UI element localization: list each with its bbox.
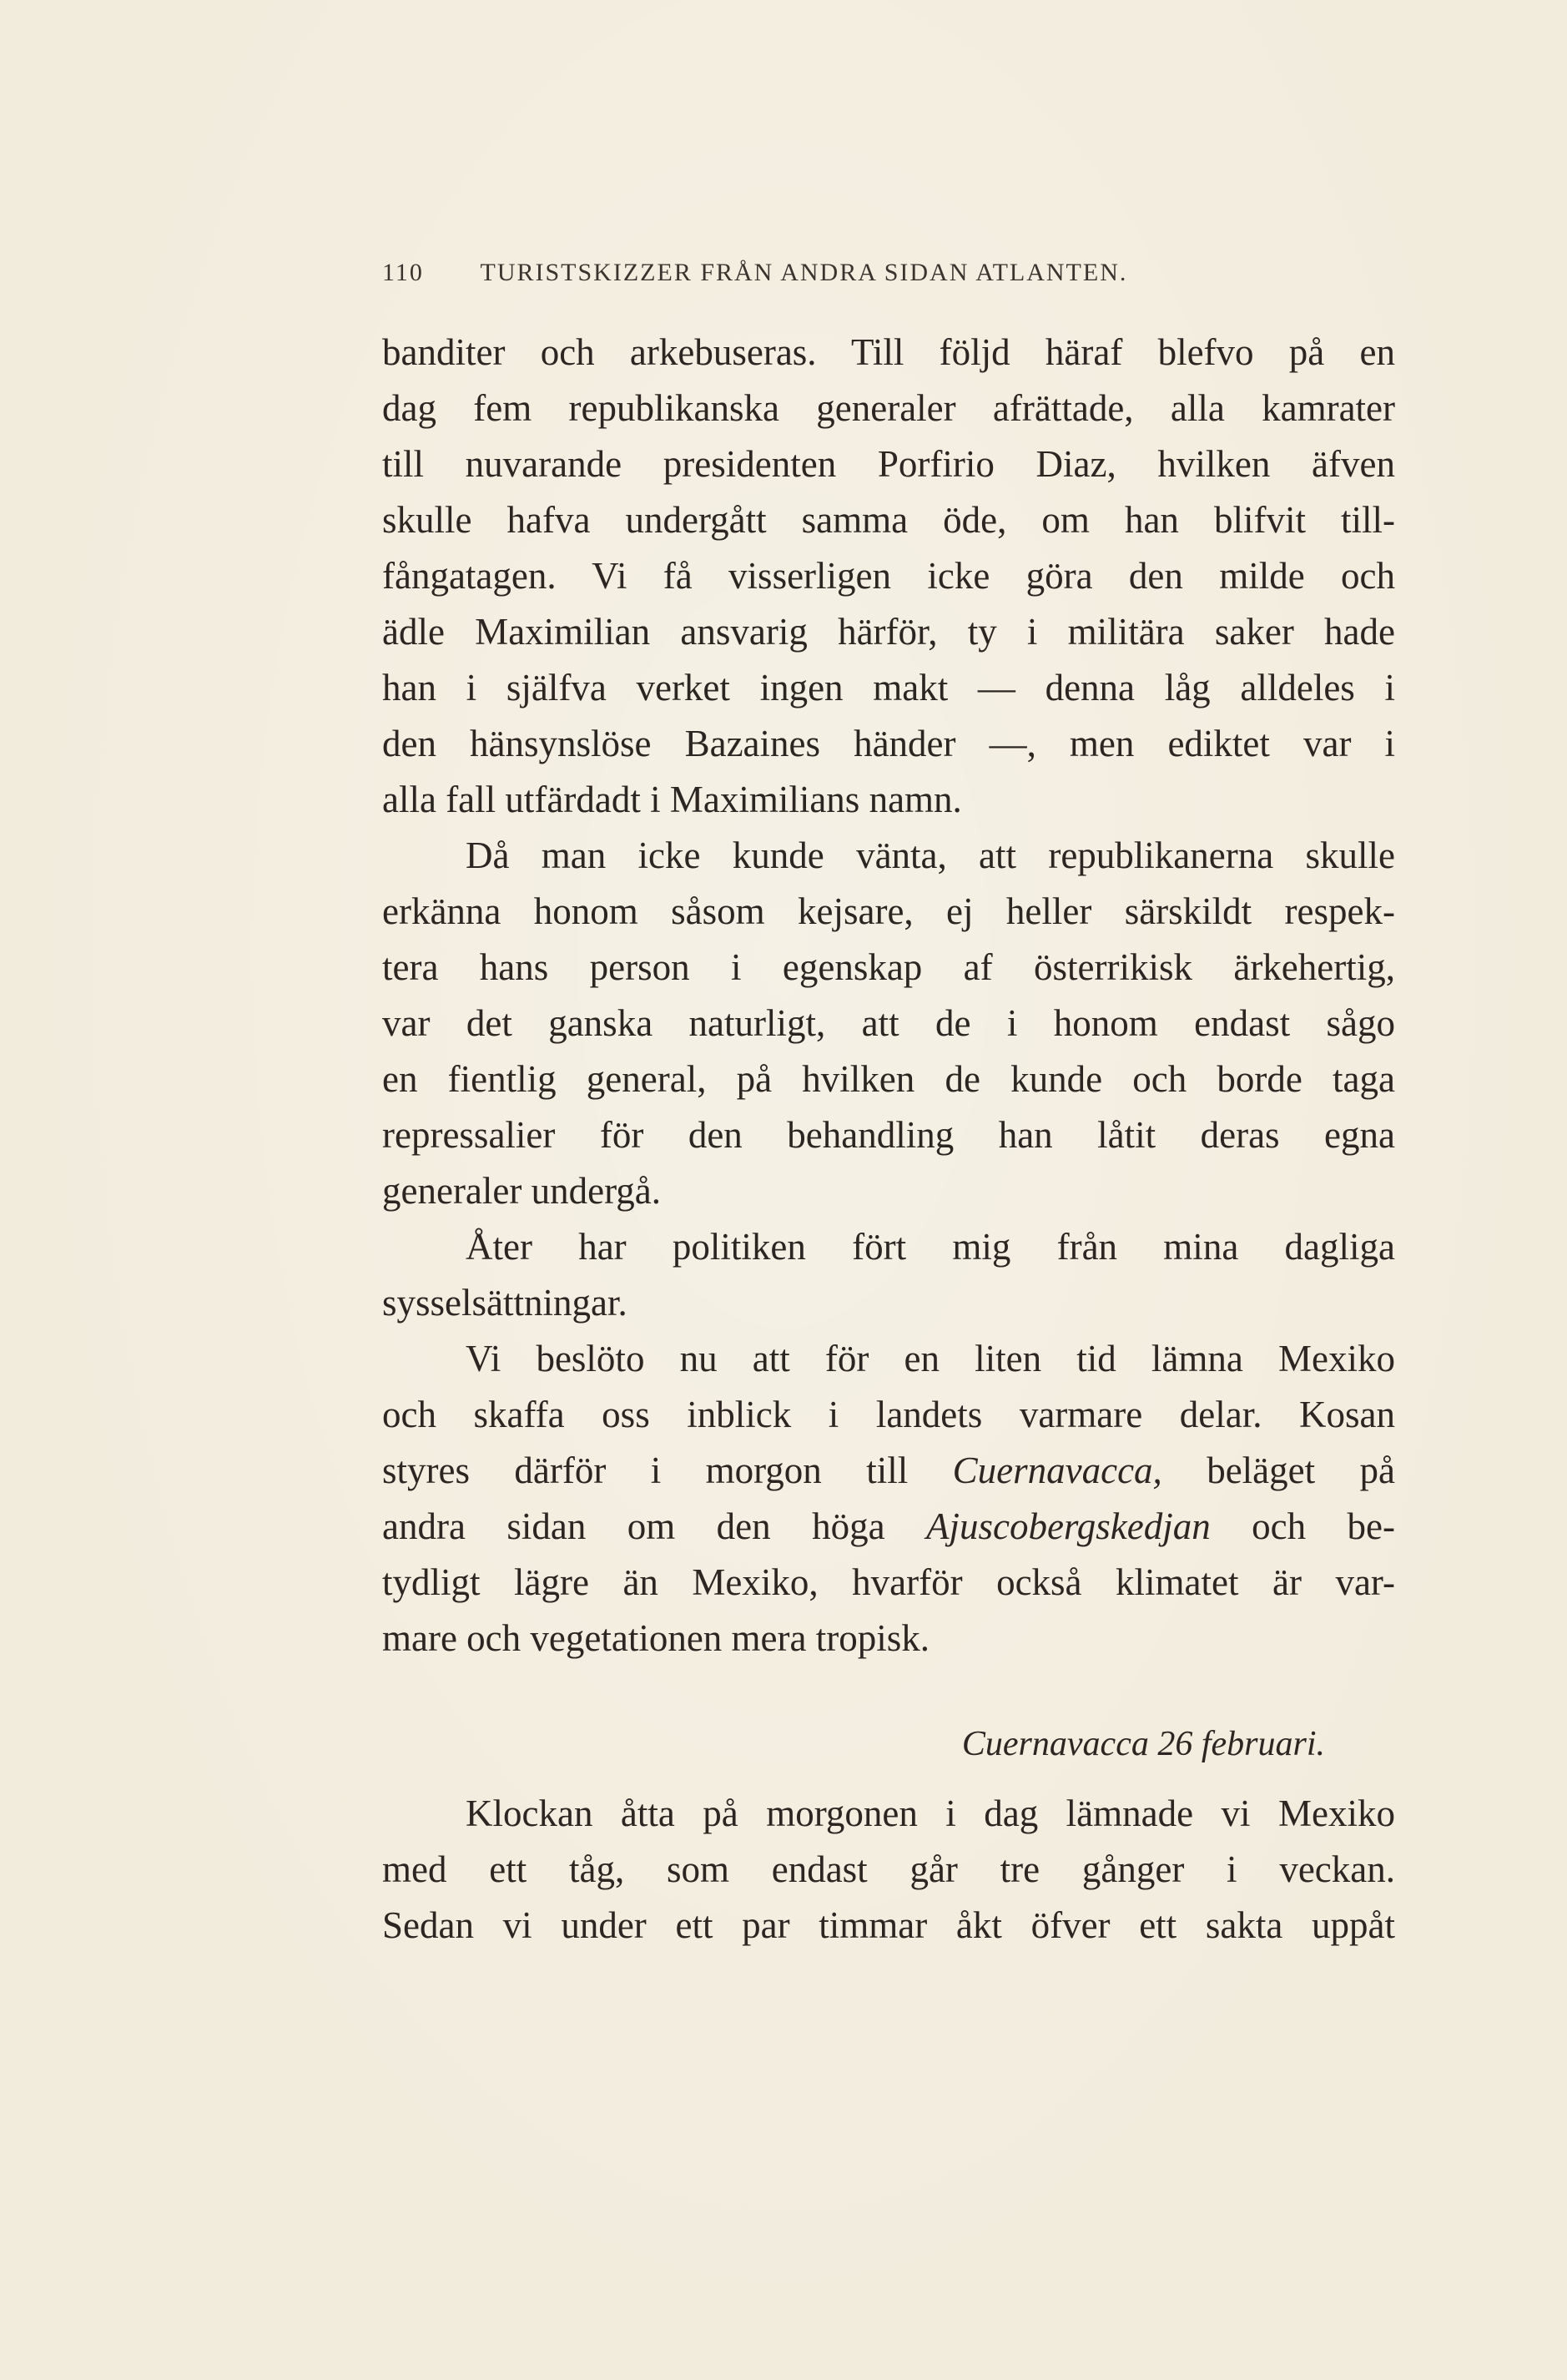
paragraph-start: Då man icke kunde vänta, att republikanerna skulle xyxy=(466,835,1395,876)
text-segment: andra sidan om den höga xyxy=(382,1505,885,1547)
page-number: 110 xyxy=(382,259,424,286)
text-line-with-italic xyxy=(382,1501,1395,1551)
text-line: banditer och arkebuseras. Till följd häraf blefvo på en xyxy=(382,331,1395,373)
text-line: tydligt lägre än Mexiko, hvarför också klimatet är var- xyxy=(382,1561,1395,1603)
text-line: han i själfva verket ingen makt — denna låg alldeles i xyxy=(382,667,1395,708)
text-line: med ett tåg, som endast går tre gånger i veckan. xyxy=(382,1848,1395,1890)
text-line: generaler undergå. xyxy=(382,1170,661,1212)
running-title: TURISTSKIZZER FRÅN ANDRA SIDAN ATLANTEN. xyxy=(480,259,1128,286)
paragraph-start: Åter har politiken fört mig från mina dagliga xyxy=(466,1226,1395,1268)
text-line: mare och vegetationen mera tropisk. xyxy=(382,1617,930,1659)
text-segment: beläget på xyxy=(1207,1450,1396,1491)
text-line: sysselsättningar. xyxy=(382,1282,627,1324)
text-line-with-italic xyxy=(382,1445,1395,1495)
dateline: Cuernavacca 26 februari. xyxy=(961,1725,1325,1763)
text-line: fångatagen. Vi få visserligen icke göra den milde och xyxy=(382,555,1395,597)
page-header xyxy=(382,259,1383,300)
text-line: var det ganska naturligt, att de i honom endast sågo xyxy=(382,1002,1395,1044)
text-line: repressalier för den behandling han låtit deras egna xyxy=(382,1114,1395,1156)
mountain-range-italic: Ajuscobergskedjan xyxy=(925,1505,1211,1547)
text-line: en fientlig general, på hvilken de kunde och borde taga xyxy=(382,1058,1395,1100)
text-line: Sedan vi under ett par timmar åkt öfver ett sakta uppåt xyxy=(382,1904,1395,1946)
text-line: skulle hafva undergått samma öde, om han blifvit till- xyxy=(382,499,1395,541)
text-line: tera hans person i egenskap af österrikisk ärkehertig, xyxy=(382,946,1395,988)
paragraph-start: Klockan åtta på morgonen i dag lämnade vi Mexiko xyxy=(466,1793,1395,1834)
text-segment: och be- xyxy=(1252,1505,1396,1547)
place-name-italic: Cuernavacca, xyxy=(952,1450,1162,1491)
text-line: dag fem republikanska generaler afrättade, alla kamrater xyxy=(382,387,1395,429)
text-line: och skaffa oss inblick i landets varmare delar. Kosan xyxy=(382,1394,1395,1435)
text-line: ädle Maximilian ansvarig härför, ty i militära saker hade xyxy=(382,611,1395,653)
paragraph-start: Vi beslöto nu att för en liten tid lämna Mexiko xyxy=(466,1338,1395,1379)
text-line: alla fall utfärdadt i Maximilians namn. xyxy=(382,779,962,820)
text-line: till nuvarande presidenten Porfirio Diaz, hvilken äfven xyxy=(382,443,1395,485)
text-segment: styres därför i morgon till xyxy=(382,1450,909,1491)
text-line: den hänsynslöse Bazaines händer —, men ediktet var i xyxy=(382,723,1395,764)
text-line: erkänna honom såsom kejsare, ej heller särskildt respek- xyxy=(382,890,1395,932)
